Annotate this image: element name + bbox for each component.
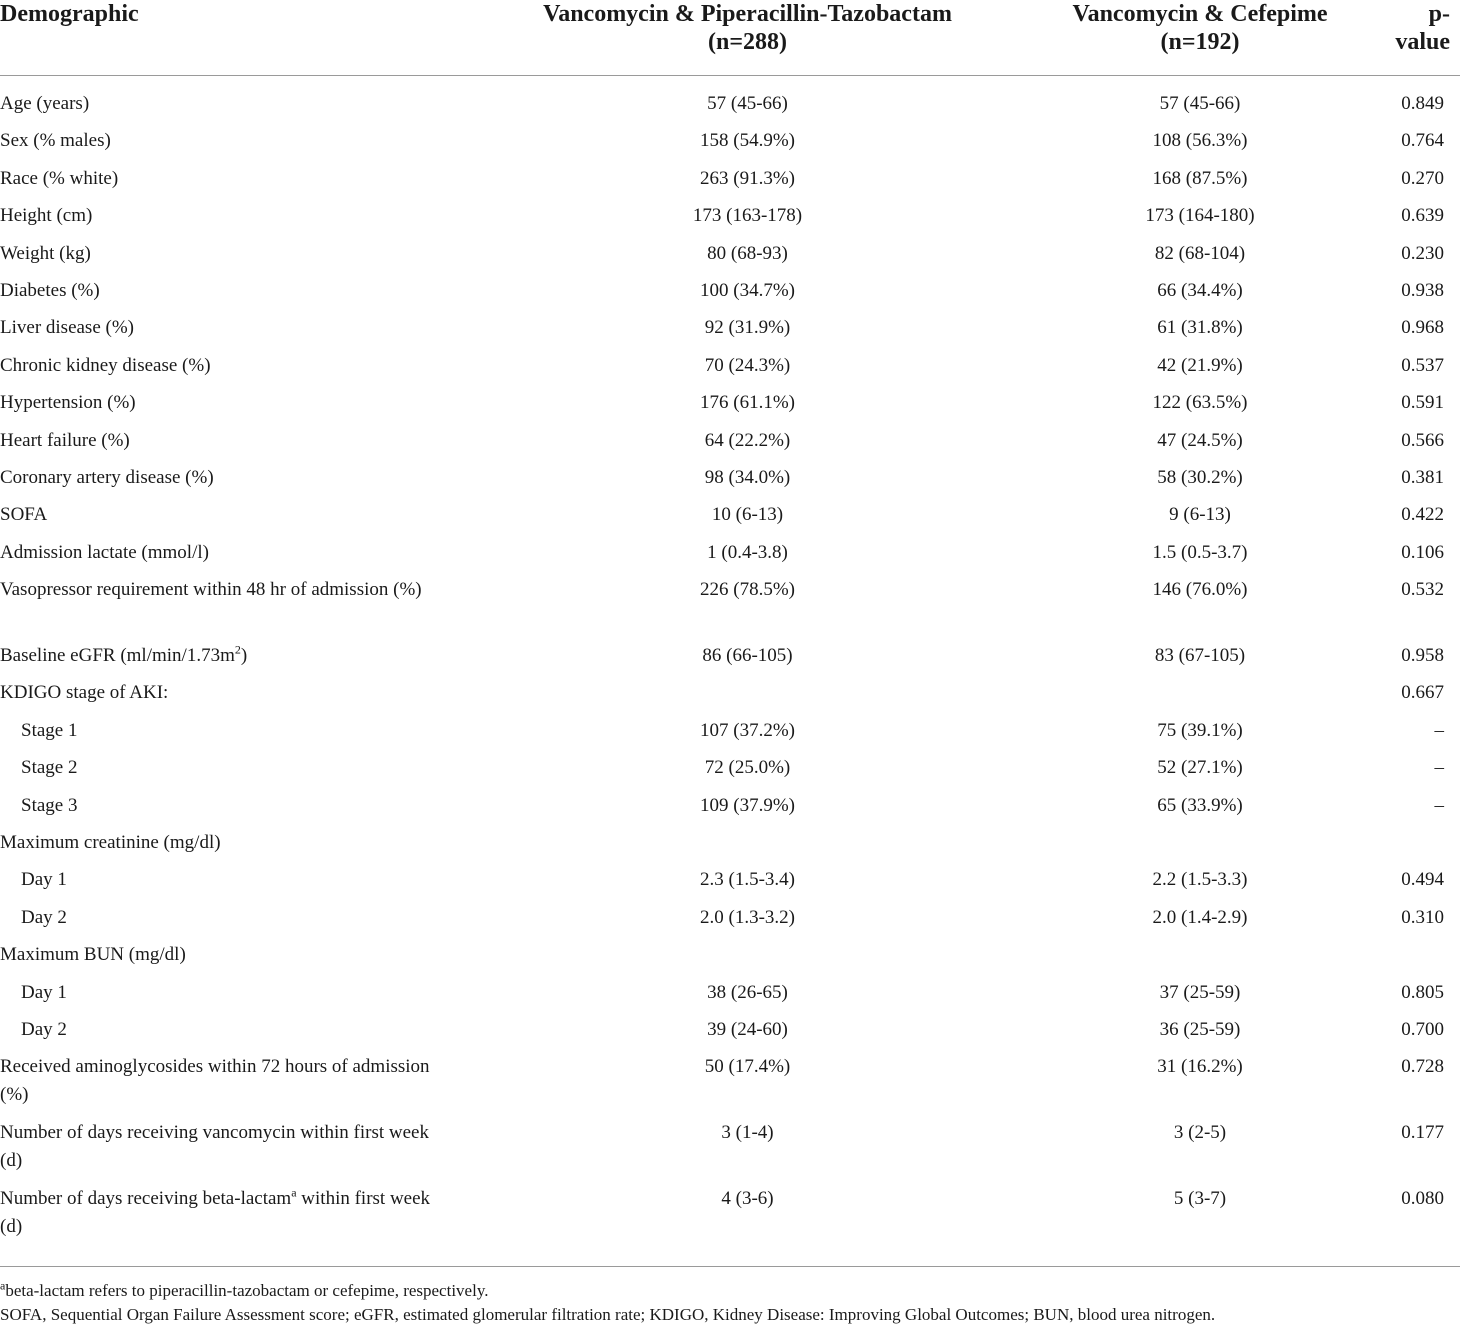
row-label-text: Maximum BUN (mg/dl): [0, 944, 186, 966]
cell-cefepime: 1.5 (0.5-3.7): [1152, 541, 1248, 563]
row-label-text: Hypertension (%): [0, 392, 136, 414]
row-label: [0, 389, 455, 426]
row-label: [0, 1016, 455, 1053]
table-header-row: [0, 0, 1460, 76]
cell-cefepime: 66 (34.4%): [1157, 279, 1243, 301]
row-label-text: Coronary artery disease (%): [0, 466, 214, 488]
table-row: [0, 464, 1460, 501]
table-row: [0, 501, 1460, 538]
cell-cefepime: 75 (39.1%): [1157, 719, 1243, 741]
cell-p-value: 0.230: [1401, 242, 1444, 264]
cell-cefepime: 52 (27.1%): [1157, 757, 1243, 779]
table-row: [0, 352, 1460, 389]
table-row: [0, 941, 1460, 978]
cell-p-value: 0.700: [1401, 1018, 1444, 1040]
row-label-text: Liver disease (%): [0, 317, 134, 339]
row-label: [0, 202, 455, 239]
superscript: a: [291, 1186, 297, 1201]
table-row: [0, 539, 1460, 576]
cell-p-value: [1360, 829, 1460, 866]
cell-pip-tazo: 38 (26-65): [707, 981, 788, 1003]
cell-cefepime: 37 (25-59): [1159, 981, 1241, 1003]
cell-p-value: 0.639: [1401, 205, 1444, 227]
row-label-text: Number of days receiving vancomycin within first week (d): [0, 1122, 429, 1172]
row-label-text: Age (years): [0, 93, 90, 114]
table-row: [0, 829, 1460, 866]
header-group1: [455, 0, 1040, 76]
cell-cefepime: [1040, 679, 1360, 716]
cell-pip-tazo: [455, 829, 1040, 866]
row-label-suffix: within first week (d): [0, 1188, 431, 1238]
row-label: [0, 501, 455, 538]
cell-p-value: 0.667: [1401, 682, 1444, 704]
cell-cefepime: [1040, 829, 1360, 866]
cell-cefepime: 65 (33.9%): [1157, 794, 1243, 816]
header-p-line1: p-: [1428, 1, 1450, 27]
table-row: [0, 866, 1460, 903]
cell-cefepime: 3 (2-5): [1173, 1122, 1227, 1144]
row-label-text: Received aminoglycosides within 72 hours of admission (%): [0, 1056, 430, 1106]
table-row: [0, 389, 1460, 426]
row-label: [0, 829, 455, 866]
cell-pip-tazo: 100 (34.7%): [700, 279, 795, 301]
cell-cefepime: 82 (68-104): [1154, 242, 1246, 264]
row-label: [0, 90, 455, 127]
row-label: [0, 576, 455, 642]
footnote-beta-lactam-text: beta-lactam refers to piperacillin-tazobactam or cefepime, respectively.: [5, 1281, 489, 1300]
cell-p-value: 0.938: [1401, 279, 1444, 301]
row-label: [0, 866, 455, 903]
row-label-text: Stage 2: [21, 757, 78, 779]
row-label: [0, 1185, 455, 1247]
cell-p-value: 0.310: [1401, 906, 1444, 928]
cell-p-value: 0.728: [1401, 1056, 1444, 1078]
row-label-text: Stage 3: [21, 794, 78, 816]
table-row: [0, 904, 1460, 941]
row-label-text: SOFA: [0, 504, 48, 526]
cell-pip-tazo: 173 (163-178): [692, 205, 803, 227]
table-row: [0, 90, 1460, 127]
table-row: [0, 576, 1460, 642]
cell-cefepime: [1040, 941, 1360, 978]
cell-p-value: 0.958: [1401, 645, 1444, 667]
row-label: [0, 1119, 455, 1185]
row-label: [0, 642, 455, 679]
header-group1-name: Vancomycin & Piperacillin-Tazobactam: [543, 1, 952, 27]
row-label-text: Day 1: [21, 869, 67, 891]
cell-cefepime: 42 (21.9%): [1157, 354, 1243, 376]
row-label: [0, 427, 455, 464]
cell-cefepime: 146 (76.0%): [1152, 579, 1248, 601]
row-label-text: Maximum creatinine (mg/dl): [0, 832, 221, 854]
header-group2-name: Vancomycin & Cefepime: [1072, 1, 1328, 27]
cell-p-value: 0.270: [1401, 167, 1444, 189]
cell-pip-tazo: 92 (31.9%): [704, 317, 791, 339]
table-row: [0, 754, 1460, 791]
row-label-text: Day 1: [21, 981, 67, 1003]
footnote-beta-lactam: [0, 1279, 1460, 1303]
cell-pip-tazo: 107 (37.2%): [700, 719, 795, 741]
table-row: [0, 127, 1460, 164]
cell-pip-tazo: 10 (6-13): [711, 504, 784, 526]
row-label-text: Admission lactate (mmol/l): [0, 541, 209, 563]
cell-p-value: 0.106: [1401, 541, 1444, 563]
row-label-text: Heart failure (%): [0, 429, 130, 451]
row-label: [0, 1053, 455, 1119]
header-demographic: Demographic: [0, 0, 455, 76]
cell-pip-tazo: [455, 941, 1040, 978]
table-row: [0, 427, 1460, 464]
cell-pip-tazo: 2.3 (1.5-3.4): [700, 869, 795, 891]
cell-p-value: –: [1434, 719, 1444, 741]
table-row: [0, 240, 1460, 277]
cell-cefepime: 58 (30.2%): [1157, 466, 1243, 488]
cell-pip-tazo: 64 (22.2%): [704, 429, 791, 451]
cell-pip-tazo: 226 (78.5%): [700, 579, 795, 601]
cell-cefepime: 83 (67-105): [1154, 645, 1246, 667]
cell-pip-tazo: 39 (24-60): [707, 1018, 788, 1040]
table-row: [0, 277, 1460, 314]
cell-p-value: 0.381: [1401, 466, 1444, 488]
table-row: [0, 717, 1460, 754]
row-label: [0, 539, 455, 576]
cell-pip-tazo: 50 (17.4%): [704, 1056, 791, 1078]
cell-p-value: 0.591: [1401, 392, 1444, 414]
row-label-text: Weight (kg): [0, 242, 91, 264]
row-label-text: Vasopressor requirement within 48 hr of admission (%): [0, 579, 422, 601]
row-label-text: Number of days receiving beta-lactam: [0, 1188, 292, 1210]
cell-p-value: 0.080: [1401, 1188, 1444, 1210]
row-label: [0, 165, 455, 202]
cell-p-value: 0.805: [1401, 981, 1444, 1003]
footnote-marker: a: [0, 1278, 6, 1293]
header-group1-n: (n=288): [707, 29, 787, 55]
cell-p-value: 0.177: [1401, 1122, 1444, 1144]
row-label-text: Day 2: [21, 906, 67, 928]
row-label-text: Race (% white): [0, 167, 119, 189]
row-label: [0, 679, 455, 716]
cell-cefepime: 168 (87.5%): [1152, 167, 1248, 189]
row-label: [0, 464, 455, 501]
cell-cefepime: 36 (25-59): [1159, 1018, 1241, 1040]
cell-cefepime: 173 (164-180): [1145, 205, 1255, 227]
cell-cefepime: 2.2 (1.5-3.3): [1152, 869, 1248, 891]
table-body: [0, 76, 1460, 1248]
cell-pip-tazo: 176 (61.1%): [700, 392, 795, 414]
row-label: [0, 979, 455, 1016]
table-row: [0, 792, 1460, 829]
row-label-text: Height (cm): [0, 205, 93, 227]
cell-pip-tazo: 158 (54.9%): [700, 130, 795, 152]
row-label-suffix: ): [240, 645, 248, 667]
row-label-text: Sex (% males): [0, 130, 111, 152]
cell-p-value: 0.968: [1401, 317, 1444, 339]
cell-pip-tazo: 98 (34.0%): [704, 466, 791, 488]
footnote-abbreviations: SOFA, Sequential Organ Failure Assessment score; eGFR, estimated glomerular filtration rate; KDIGO, Kidney Disease: Improving Global Outcomes; BUN, blood urea nitrogen.: [0, 1305, 1216, 1324]
cell-pip-tazo: [455, 679, 1040, 716]
cell-cefepime: 122 (63.5%): [1152, 392, 1248, 414]
cell-pip-tazo: 263 (91.3%): [700, 167, 795, 189]
cell-pip-tazo: 57 (45-66): [707, 93, 788, 114]
cell-p-value: 0.849: [1401, 93, 1444, 114]
table-row: [0, 642, 1460, 679]
cell-cefepime: 61 (31.8%): [1157, 317, 1243, 339]
cell-cefepime: 9 (6-13): [1169, 504, 1231, 526]
cell-p-value: 0.422: [1401, 504, 1444, 526]
superscript: 2: [234, 642, 241, 657]
row-label: [0, 277, 455, 314]
table-row: [0, 1053, 1460, 1119]
cell-cefepime: 57 (45-66): [1159, 93, 1241, 114]
row-label: [0, 792, 455, 829]
row-label: [0, 314, 455, 351]
row-label: [0, 717, 455, 754]
cell-pip-tazo: 70 (24.3%): [704, 354, 791, 376]
row-label-text: Day 2: [21, 1018, 67, 1040]
cell-p-value: 0.532: [1401, 579, 1444, 601]
cell-pip-tazo: 72 (25.0%): [704, 757, 791, 779]
cell-cefepime: 31 (16.2%): [1157, 1056, 1243, 1078]
table-row: [0, 1185, 1460, 1247]
row-label: [0, 904, 455, 941]
cell-p-value: 0.537: [1401, 354, 1444, 376]
cell-p-value: 0.764: [1401, 130, 1444, 152]
cell-pip-tazo: 80 (68-93): [707, 242, 788, 264]
cell-p-value: 0.494: [1401, 869, 1444, 891]
row-label: [0, 941, 455, 978]
cell-pip-tazo: 86 (66-105): [702, 645, 793, 667]
row-label-text: Stage 1: [21, 719, 78, 741]
row-label-text: Baseline eGFR (ml/min/1.73m: [0, 645, 235, 667]
header-group2: [1040, 0, 1360, 76]
cell-pip-tazo: 3 (1-4): [721, 1122, 774, 1144]
header-p-line2: value: [1395, 29, 1450, 55]
table-footnotes: [0, 1266, 1460, 1327]
row-label-text: KDIGO stage of AKI:: [0, 682, 169, 704]
header-p-value: [1360, 0, 1460, 76]
row-label-text: Chronic kidney disease (%): [0, 354, 211, 376]
cell-cefepime: 108 (56.3%): [1152, 130, 1248, 152]
table-row: [0, 979, 1460, 1016]
table-row: [0, 679, 1460, 716]
row-label: [0, 240, 455, 277]
table-row: [0, 165, 1460, 202]
cell-cefepime: 5 (3-7): [1173, 1188, 1227, 1210]
cell-p-value: –: [1434, 757, 1444, 779]
cell-p-value: –: [1434, 794, 1444, 816]
table-spacer: [0, 76, 1460, 91]
row-label-text: Diabetes (%): [0, 279, 100, 301]
cell-pip-tazo: 109 (37.9%): [700, 794, 795, 816]
table-row: [0, 202, 1460, 239]
table-row: [0, 314, 1460, 351]
cell-pip-tazo: 4 (3-6): [721, 1188, 774, 1210]
row-label: [0, 754, 455, 791]
header-group2-n: (n=192): [1160, 29, 1240, 55]
cell-pip-tazo: 1 (0.4-3.8): [707, 541, 788, 563]
cell-cefepime: 47 (24.5%): [1157, 429, 1243, 451]
table-row: [0, 1119, 1460, 1185]
cell-cefepime: 2.0 (1.4-2.9): [1152, 906, 1248, 928]
cell-p-value: [1360, 941, 1460, 978]
row-label: [0, 352, 455, 389]
row-label: [0, 127, 455, 164]
cell-pip-tazo: 2.0 (1.3-3.2): [700, 906, 795, 928]
table-row: [0, 1016, 1460, 1053]
cell-p-value: 0.566: [1401, 429, 1444, 451]
